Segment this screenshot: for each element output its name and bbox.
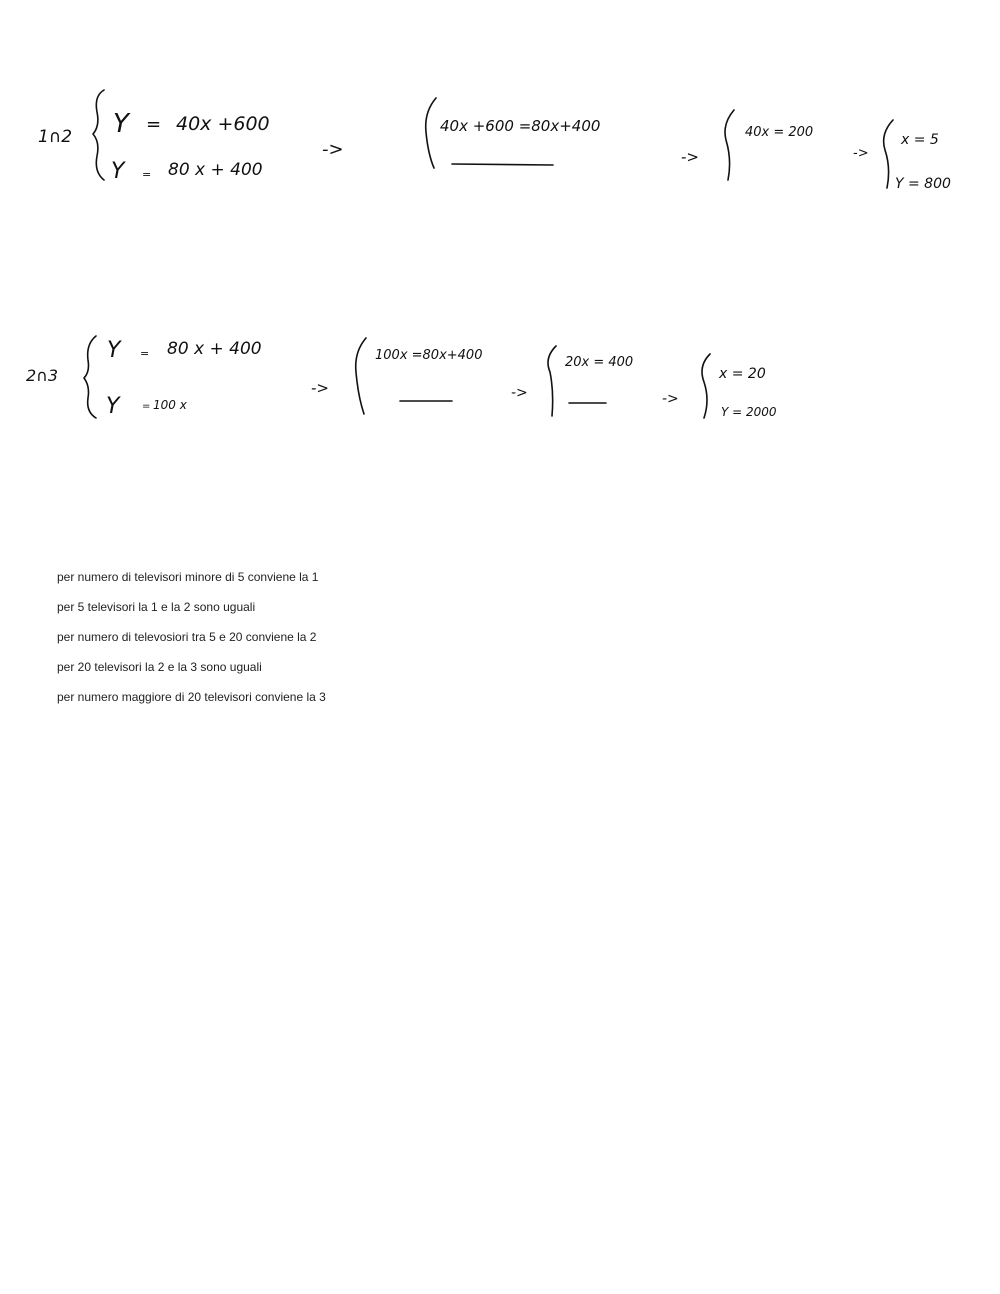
system-2-eq2-lhs: Y (106, 394, 120, 419)
arrow-icon: -> (853, 146, 869, 161)
system-2-eq2-rhs: 100 x (153, 398, 187, 412)
arrow-icon: -> (681, 148, 699, 166)
system-1-eq1-rhs: 40x +600 (176, 113, 270, 135)
system-2-eq1-lhs: Y (107, 338, 121, 363)
system-1-eq2-lhs: Y (111, 159, 125, 184)
arrow-icon: -> (511, 385, 528, 401)
arrow-icon: -> (662, 391, 679, 407)
system-2-eq1-rhs: 80 x + 400 (167, 339, 262, 359)
brace-icon (84, 336, 96, 418)
brace-icon (426, 98, 436, 168)
system-1-label: 1∩2 (38, 127, 73, 147)
system-1-eq1-lhs: Y (113, 109, 129, 139)
system-2-eq2-eq: = (142, 401, 151, 412)
system-1-eq2-eq: = (142, 168, 152, 181)
system-1-result-y: Y = 800 (895, 176, 951, 192)
system-2-result-y: Y = 2000 (721, 405, 777, 419)
system-2-eq1-eq: = (140, 347, 150, 360)
system-1-step2: 40x = 200 (745, 125, 814, 140)
system-1-eq2-rhs: 80 x + 400 (168, 160, 263, 180)
arrow-icon: -> (311, 379, 329, 397)
system-1 (38, 90, 951, 192)
conclusion-line: per 20 televisori la 2 e la 3 sono uguali (57, 660, 262, 674)
system-1-result-x: x = 5 (901, 132, 939, 148)
brace-icon (356, 338, 366, 414)
brace-icon (884, 120, 893, 188)
system-2-label: 2∩3 (26, 366, 59, 385)
conclusion-line: per numero di televosiori tra 5 e 20 conviene la 2 (57, 630, 317, 644)
arrow-icon: -> (322, 139, 344, 160)
conclusion-line: per numero di televisori minore di 5 conviene la 1 (57, 570, 319, 584)
system-2-result-x: x = 20 (719, 366, 766, 382)
system-2 (26, 336, 777, 419)
blank-line (452, 164, 553, 165)
conclusions (57, 569, 657, 719)
brace-icon (702, 354, 710, 418)
conclusion-line: per 5 televisori la 1 e la 2 sono uguali (57, 600, 256, 614)
brace-icon (725, 110, 734, 180)
brace-icon (93, 90, 104, 180)
brace-icon (548, 346, 556, 416)
system-1-eq1-eq: = (146, 114, 162, 135)
system-2-step2: 20x = 400 (565, 355, 634, 370)
conclusion-line: per numero maggiore di 20 televisori conviene la 3 (57, 690, 326, 704)
system-2-step1: 100x =80x+400 (375, 348, 483, 363)
system-1-step1: 40x +600 =80x+400 (440, 117, 601, 135)
